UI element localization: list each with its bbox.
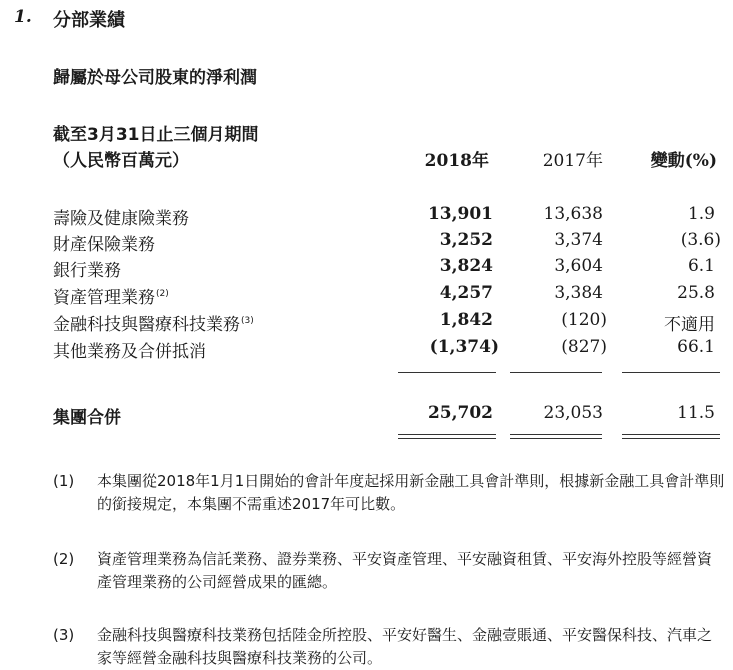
total-change: 11.5 [677,403,715,423]
cell-change: 66.1 [677,337,715,357]
footnote-number: (2) [53,550,75,568]
total-double-rule-change [622,434,720,435]
footnote-text: 本集團從2018年1月1日開始的會計年度起採用新金融工具會計準則，根據新金融工具會計準則的銜接規定，本集團不需重述2017年可比數。 [97,472,725,513]
cell-change: 不適用 [664,315,715,335]
row-label: 金融科技與醫療科技業務$^{(3)}$ [53,315,254,335]
cell-2018: (1,374) [429,337,499,357]
row-label: 壽險及健康險業務 [53,209,189,229]
cell-change: (3.6) [680,230,721,250]
unit-label: （人民幣百萬元） [53,151,189,171]
subtotal-rule-2017 [510,372,602,373]
cell-2018: 3,824 [439,256,493,276]
cell-2017: (120) [561,310,607,330]
total-2018: 25,702 [427,403,493,423]
footnote [53,548,725,594]
cell-change: 6.1 [687,256,715,276]
cell-2017: 13,638 [543,204,603,224]
total-label: 集團合併 [53,408,121,428]
total-double-rule-change [622,438,720,439]
table-row [0,337,733,363]
total-row [0,403,733,429]
cell-2018: 4,257 [439,283,493,303]
footnote-number: (1) [53,472,75,490]
cell-change: 25.8 [677,283,715,303]
cell-2017: 3,384 [554,283,603,303]
column-header-2017: 2017年 [542,151,603,171]
cell-2018: 1,842 [439,310,493,330]
total-double-rule-2018 [398,438,496,439]
cell-2017: 3,604 [554,256,603,276]
total-double-rule-2018 [398,434,496,435]
table-row [0,230,733,256]
cell-2018: 3,252 [439,230,493,250]
footnote-ref: (3) [241,316,254,326]
table-row [0,283,733,309]
row-label: 銀行業務 [53,261,121,281]
footnote-ref: (2) [156,289,169,299]
row-label: 資產管理業務$^{(2)}$ [53,288,169,308]
table-row [0,256,733,282]
table-subtitle: 歸屬於母公司股東的淨利潤 [53,68,257,88]
footnote-text: 金融科技與醫療科技業務包括陸金所控股、平安好醫生、金融壹賬通、平安醫保科技、汽車之家等經營金融科技與醫療科技業務的公司。 [97,626,713,667]
total-double-rule-2017 [510,434,602,435]
total-2017: 23,053 [543,403,603,423]
subtotal-rule-2018 [398,372,496,373]
table-row [0,310,733,336]
column-header-change: 變動(%) [650,151,717,171]
footnote [53,470,725,516]
period-label: 截至3月31日止三個月期間 [53,125,259,145]
cell-change: 1.9 [687,204,715,224]
subtotal-rule-change [622,372,720,373]
table-row [0,204,733,230]
footnote-text: 資產管理業務為信託業務、證券業務、平安資產管理、平安融資租賃、平安海外控股等經營資產管理業務的公司經營成果的匯總。 [97,550,713,591]
footnote-number: (3) [53,626,75,644]
total-double-rule-2017 [510,438,602,439]
cell-2017: 3,374 [554,230,603,250]
section-title: 分部業績 [53,10,125,31]
row-label: 財產保險業務 [53,235,155,255]
footnote [53,624,725,670]
column-header-2018: 2018年 [424,151,489,171]
section-number: 1. [14,7,32,27]
cell-2017: (827) [561,337,607,357]
cell-2018: 13,901 [427,204,493,224]
row-label: 其他業務及合併抵消 [53,342,206,362]
